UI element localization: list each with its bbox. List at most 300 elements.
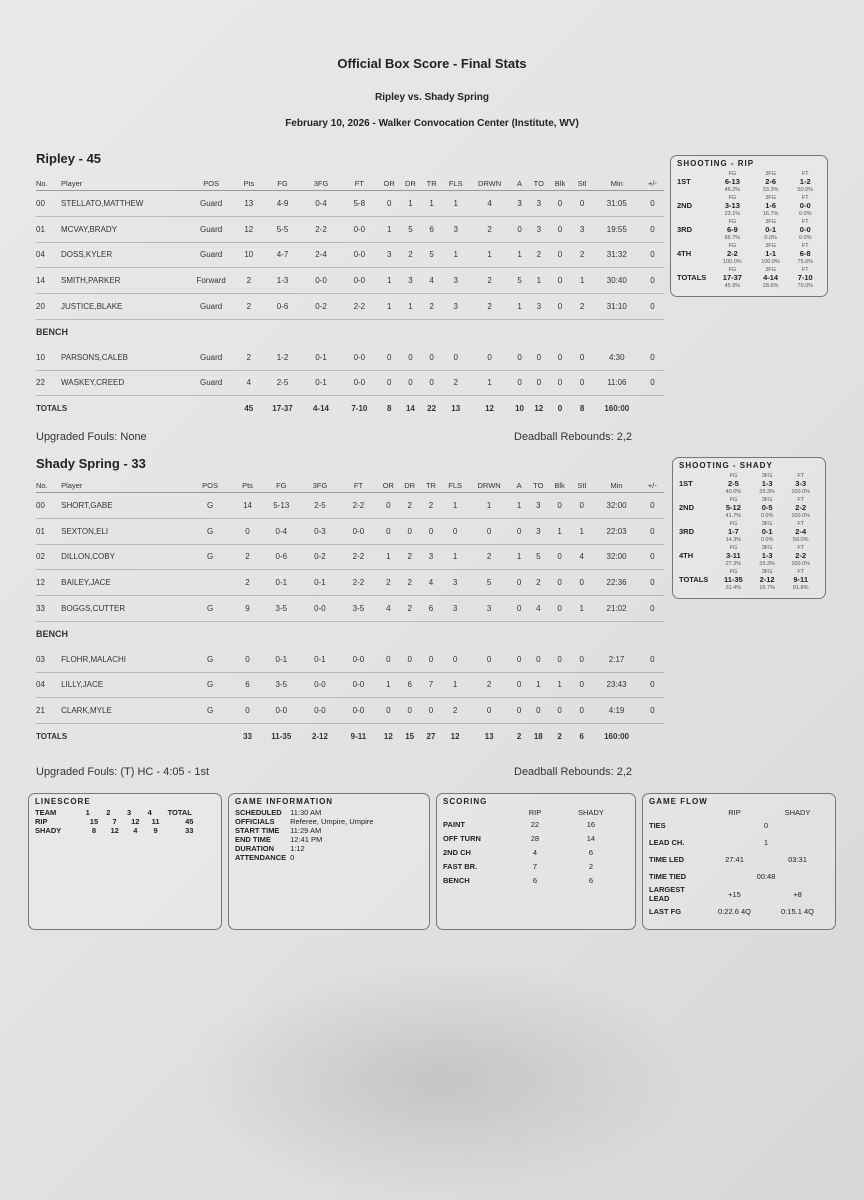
stat-cell: 0-0 <box>339 518 377 544</box>
col-header: TO <box>529 478 548 493</box>
stat-cell: 0 <box>548 242 571 268</box>
linescore-col: 2 <box>106 808 111 817</box>
made-attempted: 2-12 <box>759 575 775 584</box>
stat-cell: 0-3 <box>301 518 340 544</box>
col-header: 3FG <box>301 478 340 493</box>
linescore-row <box>33 817 213 826</box>
stat-cell: 0 <box>420 698 441 724</box>
stat-cell: 01 <box>36 518 61 544</box>
stat-cell: 5 <box>510 268 529 294</box>
stat-cell: 0 <box>469 518 510 544</box>
flow-row <box>647 817 829 834</box>
player-row <box>36 518 664 544</box>
shooting-cell <box>715 520 752 544</box>
total-cell: 17-37 <box>263 396 302 421</box>
made-attempted: 1-1 <box>765 249 777 258</box>
flow-row <box>647 834 829 851</box>
info-label: END TIME <box>235 835 271 844</box>
shooting-cell <box>715 568 752 592</box>
linescore-col: 1 <box>85 808 90 817</box>
stat-cell: 0 <box>641 698 664 724</box>
stat-cell: 0-1 <box>262 647 301 672</box>
shot-percent: 75.0% <box>797 259 814 265</box>
stat-cell: 4:30 <box>593 345 641 370</box>
stat-cell: 0-0 <box>340 268 378 294</box>
stat-cell: 0-1 <box>302 370 340 396</box>
scoring-row <box>441 831 627 845</box>
info-label: OFFICIALS <box>235 817 275 826</box>
stat-cell: 00 <box>36 493 61 519</box>
stat-cell: 00 <box>36 191 61 217</box>
stat-cell: 0 <box>442 647 469 672</box>
bench-label: BENCH <box>36 629 69 640</box>
stat-cell: 0 <box>571 698 592 724</box>
quarter-label: TOTALS <box>677 273 707 282</box>
made-attempted: 5-12 <box>725 503 741 512</box>
stat-cell: 2 <box>572 294 593 320</box>
made-attempted: 0-1 <box>761 527 773 536</box>
flow-label: LARGEST LEAD <box>649 885 685 903</box>
flow-value: 27:41 <box>725 855 744 864</box>
shooting-cell <box>789 266 821 290</box>
shooting-cell <box>782 544 819 568</box>
scoring-cell: 22 <box>530 819 540 829</box>
stat-cell: 2 <box>399 570 420 596</box>
flow-row <box>647 868 829 885</box>
made-attempted: 9-11 <box>793 575 808 584</box>
shooting-cell <box>752 242 790 266</box>
stat-cell: 0 <box>571 493 592 519</box>
flow-label: LEAD CH. <box>649 838 685 847</box>
stat-cell: 14 <box>36 268 61 294</box>
flow-value: 0:15.1 4Q <box>781 907 814 916</box>
col-header: DR <box>400 176 421 191</box>
quarter-label: 4TH <box>679 551 694 560</box>
shot-type-label: FT <box>797 497 805 503</box>
game-info-row <box>233 808 375 817</box>
away-deadball: Deadball Rebounds: 2,2 <box>514 766 633 778</box>
stat-cell: 3 <box>442 294 469 320</box>
shooting-cell <box>713 242 752 266</box>
linescore-title: LINESCORE <box>35 797 91 806</box>
stat-cell: 0 <box>400 345 421 370</box>
stat-cell: 5-5 <box>263 216 302 242</box>
shot-type-label: FT <box>801 219 809 225</box>
player-name: MCVAY,BRADY <box>61 216 188 242</box>
totals-label: TOTALS <box>36 724 233 749</box>
player-row <box>36 672 664 698</box>
scoring-cell: 14 <box>586 833 596 843</box>
stat-cell: 0 <box>641 544 664 570</box>
shooting-cell <box>752 568 783 592</box>
bench-row <box>36 319 664 344</box>
bench-label: BENCH <box>36 327 69 338</box>
stat-cell: 5-8 <box>340 191 378 217</box>
shooting-cell <box>713 266 752 290</box>
player-name: LILLY,JACE <box>61 672 187 698</box>
info-value: 12:41 PM <box>290 835 323 844</box>
linescore-panel <box>28 793 222 930</box>
total-cell: 0 <box>548 396 571 421</box>
shooting-cell <box>752 472 783 496</box>
shooting-cell <box>782 472 819 496</box>
game-info-row <box>233 853 375 862</box>
scoring-cell: 6 <box>588 847 594 857</box>
scoring-cell: 16 <box>586 819 596 829</box>
stat-cell: 0-1 <box>301 570 340 596</box>
player-name: PARSONS,CALEB <box>61 345 188 370</box>
shot-percent: 100.0% <box>791 489 811 495</box>
stat-cell: 0 <box>420 518 441 544</box>
flow-value: 0:22.6 4Q <box>718 907 751 916</box>
scoring-row <box>441 817 627 831</box>
shot-percent: 45.9% <box>724 283 741 289</box>
stat-cell: 0 <box>571 570 592 596</box>
linescore-cell: RIP <box>35 817 48 826</box>
shooting-cell <box>715 472 752 496</box>
stat-cell: 6 <box>420 596 441 622</box>
stat-cell: 0 <box>378 493 399 519</box>
shot-type-label: 3FG <box>761 473 773 479</box>
totals-label: TOTALS <box>36 396 234 421</box>
stat-cell: 1 <box>571 596 592 622</box>
stat-cell: 0 <box>572 191 593 217</box>
stat-cell: 3 <box>572 216 593 242</box>
game-flow-table <box>647 808 829 920</box>
stat-cell: G <box>187 698 233 724</box>
stat-cell: 13 <box>234 191 263 217</box>
made-attempted: 3-3 <box>795 479 807 488</box>
shot-percent: 81.8% <box>792 585 809 591</box>
game-info-row <box>233 826 375 835</box>
stat-cell: 4 <box>469 191 510 217</box>
stat-cell: 0 <box>510 370 529 396</box>
stat-cell: 1 <box>529 268 548 294</box>
shot-percent: 100.0% <box>761 259 780 265</box>
col-header: DRWN <box>469 176 510 191</box>
stat-cell: Guard <box>188 370 235 396</box>
player-name: DOSS,KYLER <box>61 242 188 268</box>
player-name: BOGGS,CUTTER <box>61 596 187 622</box>
scoring-title: SCORING <box>443 797 488 806</box>
flow-value: 1 <box>763 838 769 847</box>
stat-cell: 0 <box>510 216 529 242</box>
stat-cell: Guard <box>188 294 235 320</box>
stat-cell: Guard <box>188 345 235 370</box>
stat-cell: 0-0 <box>302 268 340 294</box>
shot-percent: 31.4% <box>725 585 742 591</box>
info-label: DURATION <box>235 844 275 853</box>
flow-col: RIP <box>728 808 741 817</box>
col-header: OR <box>379 176 400 191</box>
stat-cell: 2-4 <box>302 242 340 268</box>
stat-cell: 2-2 <box>339 493 377 519</box>
shot-type-label: 3FG <box>765 195 776 201</box>
stat-cell: 4 <box>421 268 442 294</box>
player-name: SHORT,GABE <box>61 493 187 519</box>
info-label: ATTENDANCE <box>235 853 287 862</box>
stat-cell: 6 <box>233 672 262 698</box>
flow-value: 03:31 <box>788 855 807 864</box>
game-info-panel <box>228 793 430 930</box>
stat-cell: 02 <box>36 544 61 570</box>
made-attempted: 0-5 <box>761 503 773 512</box>
shooting-row <box>679 520 819 544</box>
shooting-cell <box>752 194 790 218</box>
stat-cell: 0 <box>378 647 399 672</box>
scoring-cell: FAST BR. <box>443 861 478 871</box>
stat-cell: 10 <box>36 345 61 370</box>
total-cell: 13 <box>469 724 510 749</box>
total-cell: 12 <box>442 724 469 749</box>
scoring-cell: PAINT <box>443 819 465 829</box>
stat-cell: 0 <box>572 370 593 396</box>
stat-cell: 22:03 <box>592 518 640 544</box>
shooting-row <box>677 242 821 266</box>
stat-cell: 2-2 <box>339 570 377 596</box>
shooting-home-title: SHOOTING - RIP <box>677 159 755 168</box>
shooting-row <box>677 266 821 290</box>
total-cell: 13 <box>442 396 469 421</box>
stat-cell: 0 <box>510 647 529 672</box>
stat-cell: 4 <box>420 570 441 596</box>
totals-row <box>36 724 664 749</box>
col-header: Stl <box>572 176 593 191</box>
flow-value: 0 <box>763 821 769 830</box>
shot-type-label: 3FG <box>761 545 773 551</box>
quarter-label: 2ND <box>677 201 693 210</box>
player-row <box>36 544 664 570</box>
stat-cell: 22 <box>36 370 61 396</box>
stat-cell: 1 <box>421 191 442 217</box>
shooting-row <box>679 544 819 568</box>
col-header: Blk <box>548 478 571 493</box>
shooting-cell <box>782 568 819 592</box>
stat-cell: 0 <box>442 518 469 544</box>
stat-cell: 3-5 <box>262 672 301 698</box>
player-name: STELLATO,MATTHEW <box>61 191 188 217</box>
game-info-row <box>233 844 375 853</box>
shot-percent: 100.0% <box>723 259 742 265</box>
total-cell: 4-14 <box>302 396 340 421</box>
stat-cell: 2-5 <box>263 370 302 396</box>
stat-cell: 0 <box>510 570 529 596</box>
quarter-label: 3RD <box>677 225 693 234</box>
made-attempted: 1-6 <box>765 201 777 210</box>
shot-type-label: FG <box>729 497 738 503</box>
made-attempted: 2-6 <box>765 177 777 186</box>
total-cell: 160:00 <box>592 724 640 749</box>
stat-cell: 0-2 <box>302 294 340 320</box>
col-header: TR <box>420 478 441 493</box>
stat-cell: 0-1 <box>262 570 301 596</box>
stat-cell: 5 <box>400 216 421 242</box>
shooting-cell <box>752 544 783 568</box>
shot-type-label: 3FG <box>761 521 773 527</box>
linescore-cell: 11 <box>151 817 160 826</box>
shooting-cell <box>782 496 819 520</box>
col-header: No. <box>36 478 61 493</box>
total-cell: 6 <box>571 724 592 749</box>
quarter-label: 1ST <box>677 177 691 186</box>
info-value: 11:29 AM <box>290 826 322 835</box>
col-header: DR <box>399 478 420 493</box>
info-value: Referee, Umpire, Umpire <box>290 817 374 826</box>
stat-cell: 2 <box>399 544 420 570</box>
stat-cell: 3 <box>420 544 441 570</box>
col-header: FG <box>262 478 301 493</box>
stat-cell: G <box>187 518 233 544</box>
shot-type-label: FT <box>797 569 805 575</box>
made-attempted: 0-1 <box>765 225 777 234</box>
stat-cell: 04 <box>36 242 61 268</box>
stat-cell: 0 <box>641 518 664 544</box>
game-flow-title: GAME FLOW <box>649 797 708 806</box>
flow-header <box>647 808 829 817</box>
info-value: 1:12 <box>290 844 305 853</box>
totals-row <box>36 396 664 421</box>
stat-cell: 12 <box>36 570 61 596</box>
stat-cell: 1 <box>510 493 529 519</box>
scoring-cell: 4 <box>532 847 538 857</box>
stat-cell: 3 <box>442 596 469 622</box>
flow-col <box>647 808 703 817</box>
bench-row <box>36 621 664 646</box>
stat-cell: 0 <box>571 647 592 672</box>
stat-cell: 1 <box>400 191 421 217</box>
shot-percent: 28.6% <box>762 283 779 289</box>
linescore-cell: SHADY <box>35 826 62 835</box>
stat-cell: 2 <box>469 268 510 294</box>
stat-cell: 2 <box>529 570 548 596</box>
stat-cell: 0 <box>548 345 571 370</box>
stat-cell: 1 <box>510 242 529 268</box>
made-attempted: 17-37 <box>722 273 742 282</box>
total-cell: 9-11 <box>339 724 377 749</box>
shot-percent: 46.2% <box>724 187 741 193</box>
shooting-cell <box>715 496 752 520</box>
stat-cell: 0 <box>399 518 420 544</box>
player-row <box>36 698 664 724</box>
stat-cell: 6 <box>399 672 420 698</box>
stat-cell: 3 <box>379 242 400 268</box>
shooting-cell <box>752 520 783 544</box>
stat-cell: 0 <box>399 698 420 724</box>
shooting-row <box>679 496 819 520</box>
shot-type-label: FT <box>801 243 809 249</box>
linescore-cell: 15 <box>89 817 99 826</box>
shot-percent: 0.0% <box>798 235 812 241</box>
stat-cell: 0 <box>641 242 664 268</box>
total-cell: 15 <box>399 724 420 749</box>
linescore-cell: 8 <box>91 826 97 835</box>
player-row <box>36 370 664 396</box>
made-attempted: 11-35 <box>724 575 743 584</box>
col-header: POS <box>188 176 235 191</box>
stat-cell: 4 <box>378 596 399 622</box>
stat-cell: 1 <box>379 294 400 320</box>
stat-cell: 2 <box>442 698 469 724</box>
stat-cell: 0 <box>510 596 529 622</box>
made-attempted: 3-13 <box>724 201 740 210</box>
stat-cell: 1 <box>442 242 469 268</box>
player-name: WASKEY,CREED <box>61 370 188 396</box>
scoring-cell: 2ND CH <box>443 847 471 857</box>
total-cell: 33 <box>233 724 262 749</box>
stat-cell: 5 <box>421 242 442 268</box>
col-header: Stl <box>571 478 592 493</box>
stat-cell: 1 <box>379 268 400 294</box>
stat-cell: 0 <box>379 370 400 396</box>
stat-cell: 4:19 <box>592 698 640 724</box>
col-header: Player <box>61 478 187 493</box>
stat-cell: 4-9 <box>263 191 302 217</box>
shot-type-label: FT <box>797 545 805 551</box>
stat-cell: 4 <box>234 370 263 396</box>
stat-cell: 0 <box>469 698 510 724</box>
stat-cell: 1 <box>442 191 469 217</box>
shot-percent: 0.0% <box>764 235 777 241</box>
shot-type-label: 3FG <box>765 171 776 177</box>
stat-cell: 2:17 <box>592 647 640 672</box>
stat-cell: 2 <box>234 294 263 320</box>
stat-cell: 2 <box>529 242 548 268</box>
stat-cell: 2 <box>234 345 263 370</box>
col-header: FT <box>340 176 378 191</box>
shot-type-label: FG <box>728 219 737 225</box>
total-cell: 2-12 <box>301 724 340 749</box>
stat-cell: 1 <box>442 493 469 519</box>
total-cell: 12 <box>469 396 510 421</box>
stat-cell: 0 <box>548 596 571 622</box>
stat-cell: 0-0 <box>301 698 340 724</box>
stat-cell: 1 <box>400 294 421 320</box>
stat-cell: 0-0 <box>301 596 340 622</box>
stat-cell: 2 <box>399 596 420 622</box>
total-cell: 8 <box>379 396 400 421</box>
stat-cell: 5 <box>529 544 548 570</box>
made-attempted: 7-10 <box>797 273 813 282</box>
made-attempted: 2-2 <box>795 551 807 560</box>
stat-cell: 3 <box>529 294 548 320</box>
stat-cell: 0 <box>529 345 548 370</box>
scoring-cell: 6 <box>532 875 538 885</box>
stat-cell: 0-0 <box>262 698 301 724</box>
shooting-cell <box>789 170 821 194</box>
stat-cell: 2 <box>233 570 262 596</box>
stat-cell: G <box>187 544 233 570</box>
stat-cell: 21:02 <box>592 596 640 622</box>
linescore-header <box>33 808 213 817</box>
shot-type-label: FG <box>728 195 737 201</box>
stat-cell: 0 <box>548 570 571 596</box>
stat-cell: 4-7 <box>263 242 302 268</box>
linescore-cell: 7 <box>112 817 117 826</box>
stat-cell: 1 <box>469 493 510 519</box>
stat-cell: 0 <box>641 672 664 698</box>
stat-cell: 0 <box>510 672 529 698</box>
shot-type-label: 3FG <box>765 219 776 225</box>
shot-percent: 70.0% <box>797 283 814 289</box>
made-attempted: 0-0 <box>799 201 811 210</box>
shooting-away-table <box>679 472 819 592</box>
stat-cell: 0 <box>233 518 262 544</box>
stat-cell: 03 <box>36 647 61 672</box>
shot-percent: 33.3% <box>759 489 775 495</box>
stat-cell: 1 <box>378 544 399 570</box>
shot-percent: 100.0% <box>791 561 811 567</box>
linescore-cell: 45 <box>185 817 194 826</box>
